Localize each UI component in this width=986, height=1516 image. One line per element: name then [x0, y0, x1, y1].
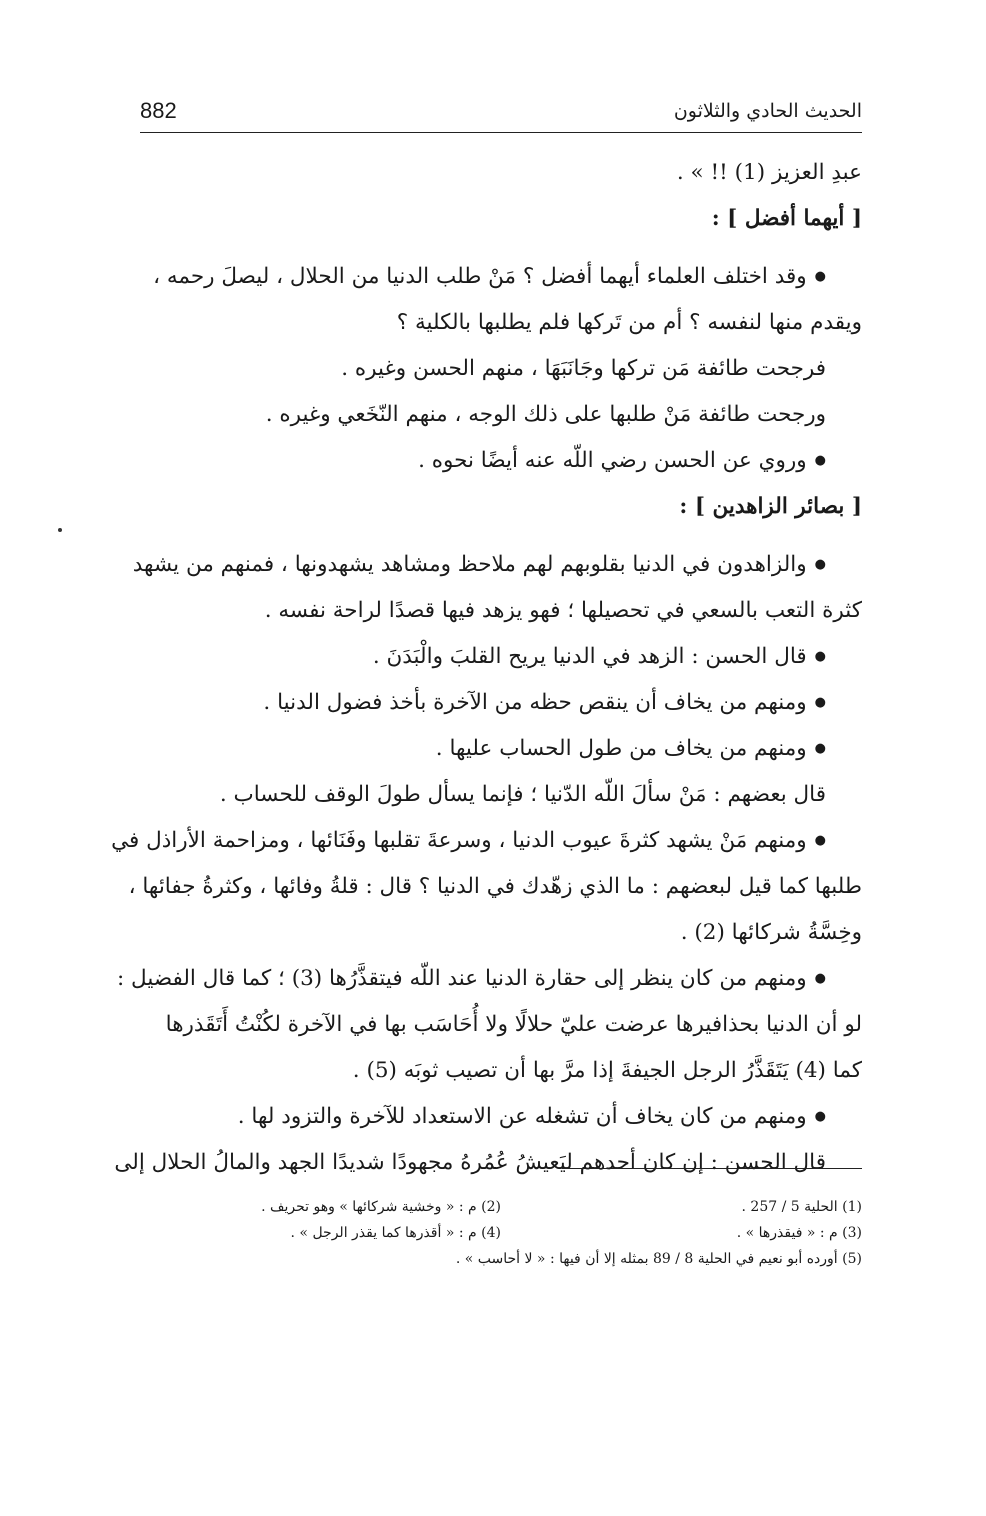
- section-heading: [ بصائر الزاهدين ] :: [679, 494, 862, 519]
- footnote-2: (2) م : « وخشية شركائها » وهو تحريف .: [261, 1199, 501, 1215]
- bullet-paragraph: ● وروي عن الحسن رضي اللّه عنه أيضًا نحوه .: [140, 438, 862, 484]
- section-heading: [ أيهما أفضل ] :: [711, 206, 862, 231]
- bullet-paragraph: ● ومنهم مَنْ يشهد كثرةَ عيوب الدنيا ، وسرعةَ تقلبها وفَنَائها ، ومزاحمة الأراذل في: [140, 818, 862, 864]
- main-text: [111, 150, 862, 1186]
- text-line: كثرة التعب بالسعي في تحصيلها ؛ فهو يزهد فيها قصدًا لراحة نفسه .: [264, 598, 862, 623]
- bullet-paragraph: ● قال الحسن : الزهد في الدنيا يريح القلبَ والْبَدَنَ .: [140, 634, 862, 680]
- stray-mark: [58, 528, 62, 532]
- text-line: لو أن الدنيا بحذافيرها عرضت عليّ حلالًا ولا أُحَاسَب بها في الآخرة لكُنْتُ أَتَقَذرها: [165, 1012, 862, 1037]
- footnotes: [140, 1194, 862, 1272]
- page-number: 882: [140, 98, 177, 123]
- text-line: قال بعضهم : مَنْ سألَ اللّه الدّنيا ؛ فإنما يسأل طولَ الوقف للحساب .: [219, 782, 826, 807]
- text-line: ويقدم منها لنفسه ؟ أم من تَركها فلم يطلبها بالكلية ؟: [396, 310, 862, 335]
- text-line: كما (4) يَتَقَذَّرُ الرجل الجيفةَ إذا مرَّ بها أن تصيب ثوبَه (5) .: [352, 1058, 862, 1083]
- footnote-4: (4) م : « أقذرها كما يقذر الرجل » .: [290, 1225, 501, 1241]
- footnote-5: (5) أورده أبو نعيم في الحلية 8 / 89 بمثله إلا أن فيها : « لا أحاسب » .: [455, 1251, 862, 1267]
- text-line: قال الحسن : إن كان أحدهم ليَعيشُ عُمُرهُ مجهودًا شديدًا الجهد والمالُ الحلال إلى: [114, 1150, 826, 1175]
- bullet-paragraph: ● وقد اختلف العلماء أيهما أفضل ؟ مَنْ طلب الدنيا من الحلال ، ليصلَ رحمه ،: [140, 254, 862, 300]
- bullet-paragraph: ● ومنهم من كان يخاف أن تشغله عن الاستعداد للآخرة والتزود لها .: [140, 1094, 862, 1140]
- text-line: ورجحت طائفة مَنْ طلبها على ذلك الوجه ، منهم النّخَعي وغيره .: [265, 402, 826, 427]
- text-line: وخِسَّةُ شركائها (2) .: [680, 920, 862, 945]
- bullet-paragraph: ● ومنهم من يخاف من طول الحساب عليها .: [140, 726, 862, 772]
- text-line: عبدِ العزيز (1) !! » .: [676, 160, 862, 185]
- footnote-1: (1) الحلية 5 / 257 .: [741, 1199, 862, 1215]
- bullet-paragraph: ● والزاهدون في الدنيا بقلوبهم لهم ملاحظ ومشاهد يشهدونها ، فمنهم من يشهد: [140, 542, 862, 588]
- text-line: طلبها كما قيل لبعضهم : ما الذي زهّدك في الدنيا ؟ قال : قلةُ وفائها ، وكثرةُ جفائها ،: [128, 874, 862, 899]
- bullet-paragraph: ● ومنهم من يخاف أن ينقص حظه من الآخرة بأخذ فضول الدنيا .: [140, 680, 862, 726]
- running-title: الحديث الحادي والثلاثون: [673, 100, 862, 122]
- text-line: فرجحت طائفة مَن تركها وجَانَبَهَا ، منهم الحسن وغيره .: [341, 356, 826, 381]
- page-header: [140, 96, 862, 133]
- footnote-3: (3) م : « فيقذرها » .: [736, 1225, 862, 1241]
- footnote-divider: [562, 1168, 862, 1169]
- bullet-paragraph: ● ومنهم من كان ينظر إلى حقارة الدنيا عند اللّه فيتقذَّرُها (3) ؛ كما قال الفضيل :: [140, 956, 862, 1002]
